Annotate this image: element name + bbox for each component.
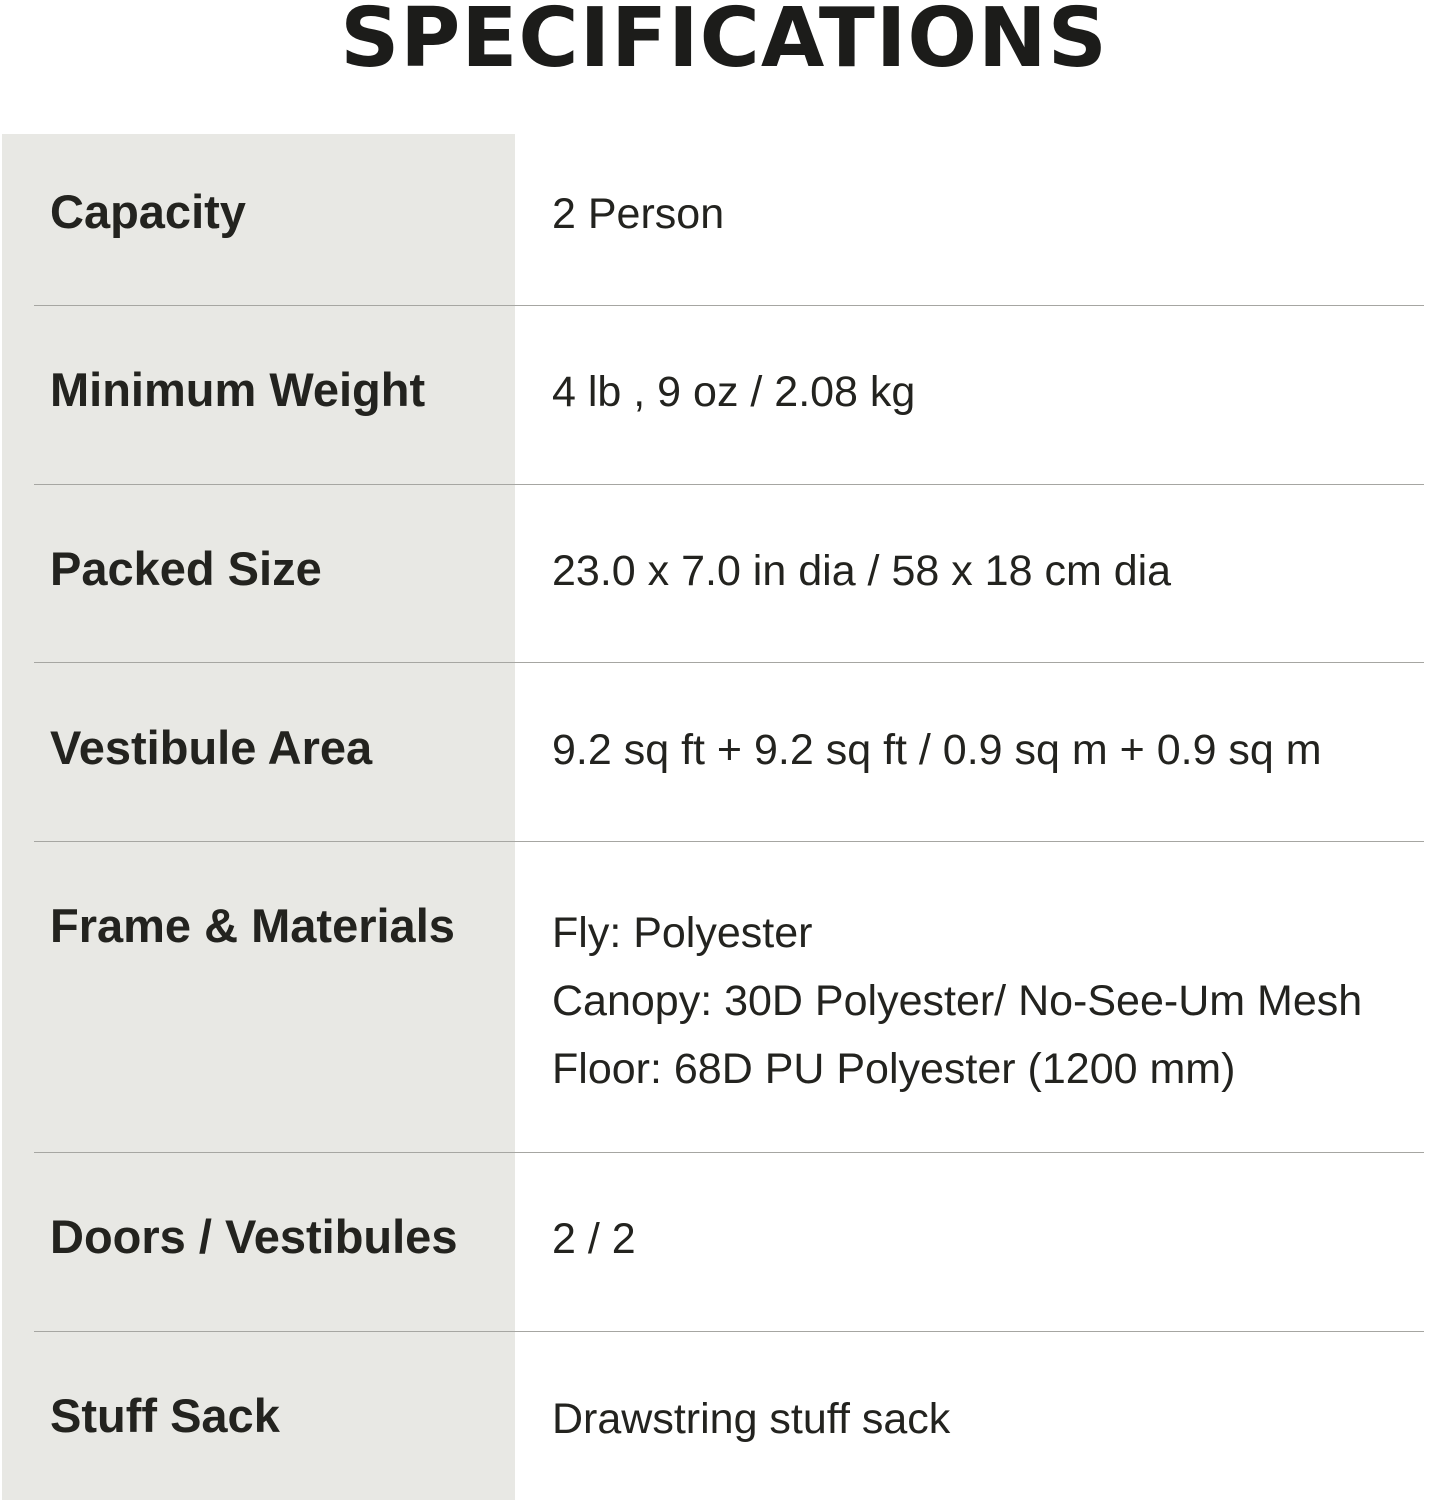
spec-label-frame-materials: Frame & Materials [50, 899, 455, 952]
spec-value-vestibule-area: 9.2 sq ft + 9.2 sq ft / 0.9 sq m + 0.9 sq m [552, 726, 1322, 774]
page-title: SPECIFICATIONS [340, 0, 1108, 86]
row-divider [34, 662, 1424, 663]
spec-value-line: Fly: Polyester [552, 909, 813, 957]
row-divider [34, 841, 1424, 842]
spec-label-doors-vestibules: Doors / Vestibules [50, 1210, 458, 1263]
spec-value-minimum-weight: 4 lb , 9 oz / 2.08 kg [552, 368, 916, 416]
spec-label-packed-size: Packed Size [50, 542, 322, 595]
spec-label-capacity: Capacity [50, 185, 246, 238]
spec-value-line: Floor: 68D PU Polyester (1200 mm) [552, 1045, 1236, 1093]
label-column-background [2, 134, 515, 1500]
spec-value-stuff-sack: Drawstring stuff sack [552, 1395, 951, 1443]
row-divider [34, 1152, 1424, 1153]
spec-value-doors-vestibules: 2 / 2 [552, 1215, 636, 1263]
spec-value-frame-materials [552, 899, 1362, 1103]
row-divider [34, 1331, 1424, 1332]
spec-value-capacity: 2 Person [552, 190, 725, 238]
spec-label-vestibule-area: Vestibule Area [50, 721, 373, 774]
spec-label-stuff-sack: Stuff Sack [50, 1389, 280, 1442]
spec-value-line: Canopy: 30D Polyester/ No-See-Um Mesh [552, 977, 1363, 1025]
spec-value-packed-size: 23.0 x 7.0 in dia / 58 x 18 cm dia [552, 547, 1172, 595]
spec-label-minimum-weight: Minimum Weight [50, 363, 426, 416]
row-divider [34, 305, 1424, 306]
row-divider [34, 484, 1424, 485]
